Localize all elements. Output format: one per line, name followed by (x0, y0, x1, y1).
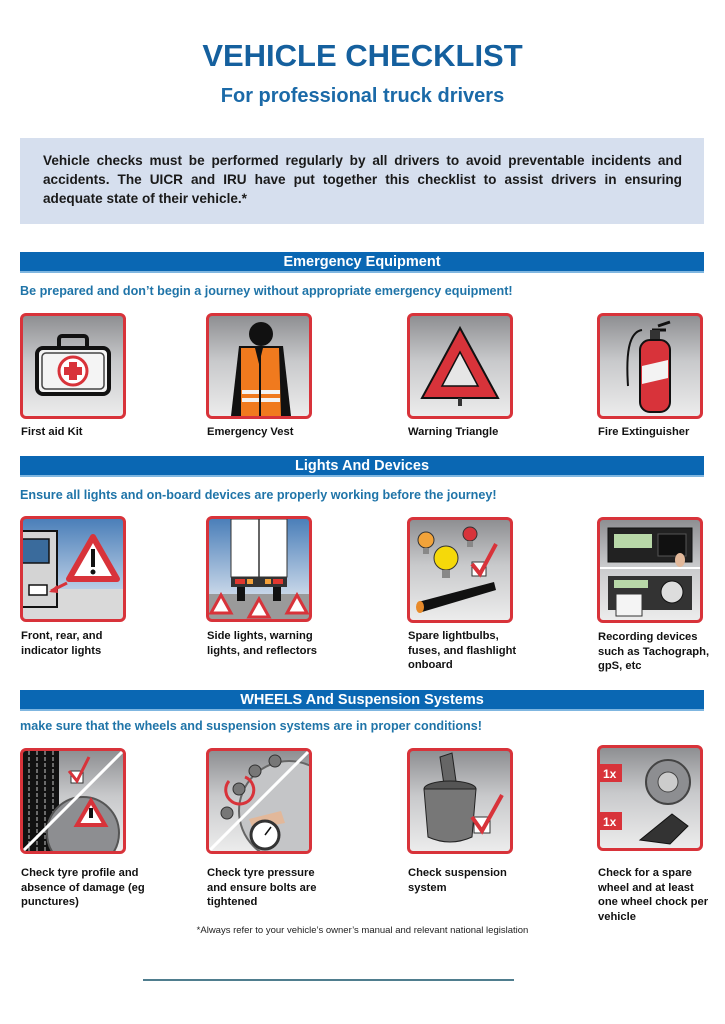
emergency-vest-icon (209, 316, 309, 416)
section-tagline-emergency: Be prepared and don’t begin a journey without appropriate emergency equipment! (20, 284, 513, 298)
suspension-icon (410, 751, 510, 851)
label-spare-bulbs: Spare lightbulbs, fuses, and flashlight onboard (408, 630, 517, 671)
tyre-pressure-icon (209, 751, 309, 851)
card-first-aid-kit (20, 313, 126, 419)
intro-text: Vehicle checks must be performed regularly by all drivers to avoid preventable incidents and accidents. The UICR and IRU have put together this checklist to assist drivers in ensuring adequate state of their vehicle.* (43, 153, 682, 206)
label-fire-extinguisher: Fire Extinguisher (598, 426, 690, 438)
label-side-lights: Side lights, warning lights, and reflectors (207, 630, 318, 657)
card-suspension (407, 748, 513, 854)
card-front-lights (20, 516, 126, 622)
page-title: VEHICLE CHECKLIST (202, 38, 523, 73)
section-heading-wheels: WHEELS And Suspension Systems (20, 690, 704, 711)
card-side-lights (206, 516, 312, 622)
spare-wheel-chock-icon (600, 748, 700, 848)
card-spare-bulbs (407, 517, 513, 623)
page-subtitle: For professional truck drivers (220, 85, 505, 107)
card-emergency-vest (206, 313, 312, 419)
tachograph-icon (600, 520, 700, 620)
first-aid-kit-icon (23, 316, 123, 416)
label-recording-devices: Recording devices such as Tachograph, gpS, etc (598, 631, 710, 672)
label-front-lights: Front, rear, and indicator lights (21, 630, 103, 657)
card-tyre-profile (20, 748, 126, 854)
warning-triangle-icon (410, 316, 510, 416)
section-heading-emergency: Emergency Equipment (20, 252, 704, 273)
card-warning-triangle (407, 313, 513, 419)
label-tyre-profile: Check tyre profile and absence of damage (eg punctures) (21, 867, 145, 908)
section-tagline-lights: Ensure all lights and on-board devices are properly working before the journey! (20, 488, 497, 502)
card-recording-devices (597, 517, 703, 623)
trailer-rear-lights-icon (209, 519, 309, 619)
lightbulbs-flashlight-icon (410, 520, 510, 620)
card-spare-wheel (597, 745, 703, 851)
card-tyre-pressure (206, 748, 312, 854)
intro-box (20, 138, 704, 224)
label-emergency-vest: Emergency Vest (207, 426, 294, 438)
badge-wheel-chock: 1x (603, 815, 617, 829)
label-warning-triangle: Warning Triangle (408, 426, 499, 438)
fire-extinguisher-icon (600, 316, 700, 416)
truck-front-lights-icon (23, 519, 123, 619)
footnote: *Always refer to your vehicle’s owner’s manual and relevant national legislation (196, 925, 529, 936)
badge-spare-wheel: 1x (603, 767, 617, 781)
tyre-profile-icon (23, 751, 123, 851)
card-fire-extinguisher (597, 313, 703, 419)
label-suspension: Check suspension system (408, 867, 507, 894)
label-spare-wheel: Check for a spare wheel and at least one wheel chock per vehicle (598, 867, 709, 923)
section-heading-lights: Lights And Devices (20, 456, 704, 477)
section-tagline-wheels: make sure that the wheels and suspension systems are in proper conditions! (20, 719, 482, 733)
label-first-aid-kit: First aid Kit (21, 426, 83, 438)
divider-line (143, 979, 514, 981)
label-tyre-pressure: Check tyre pressure and ensure bolts are tightened (207, 867, 317, 908)
